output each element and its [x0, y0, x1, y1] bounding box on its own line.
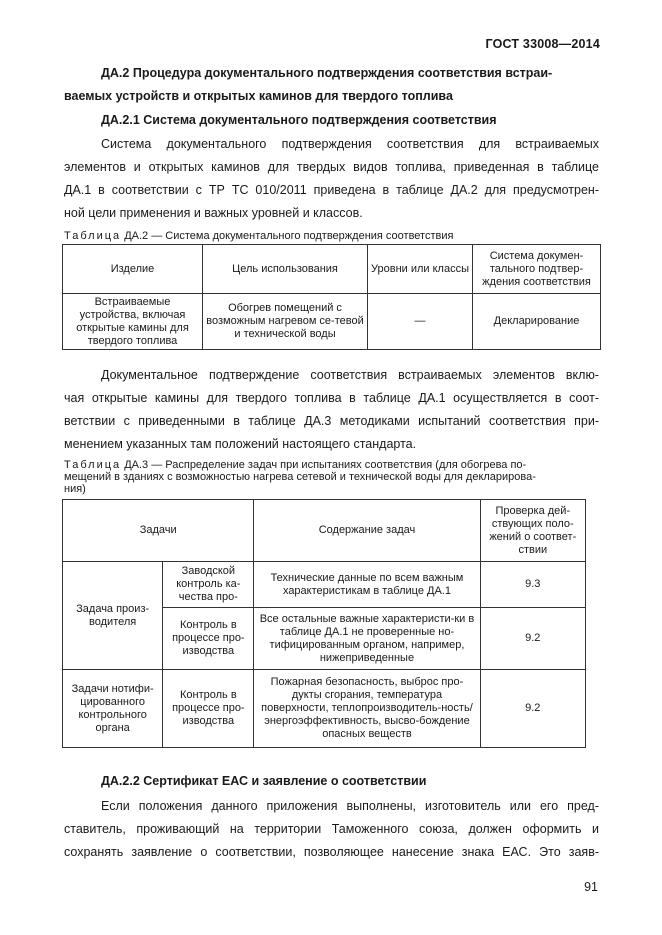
table3-content: Технические данные по всем важным характеристикам в таблице ДА.1: [254, 562, 480, 608]
table3-caption-line2: мещений в зданиях с возможностью нагрева сетевой и технической воды для декларирова-: [64, 471, 536, 483]
table3-header-content: Содержание задач: [254, 500, 480, 562]
table3-caption: [64, 459, 599, 495]
para-line: сохранять заявление о соответствии, позволяющее нанесение знака ЕАС. Это заяв-: [64, 845, 599, 859]
para-line: Документальное подтверждение соответствия встраиваемых элементов вклю-: [101, 368, 599, 382]
table2-cell-purpose: Обогрев помещений с возможным нагревом се-тевой и технической воды: [203, 294, 368, 350]
table-da2: [62, 244, 601, 350]
para-line: менением указанных там положений настоящего стандарта.: [64, 437, 417, 451]
section-da21-paragraph: [64, 133, 599, 225]
para-line: ветствии с приведенными в таблице ДА.3 методиками испытаний соответствия при-: [64, 414, 599, 428]
table3-header-clause: Проверка дей-ствующих поло-жений о соответ-ствии: [480, 500, 585, 562]
table2-cell-product: Встраиваемые устройства, включая открытые камины для твердого топлива: [63, 294, 203, 350]
table3-header-tasks: Задачи: [63, 500, 254, 562]
table2-header-levels: Уровни или классы: [368, 245, 473, 294]
table3-group-notified-body: Задачи нотифи-цированного контрольного органа: [63, 670, 163, 748]
table3-content: Пожарная безопасность, выброс про-дукты сгорания, температура поверхности, теплопроизводитель-ность/энергоэффективность, высво-бождение опасных веществ: [254, 670, 480, 748]
para-line: ставитель, проживающий на территории Таможенного союза, должен оформить и: [64, 822, 599, 836]
section-da21-title: ДА.2.1 Система документального подтверждения соответствия: [101, 113, 497, 127]
para-line: элементов и открытых каминов для твердых видов топлива, приведенная в таблице: [64, 160, 599, 174]
para-line: Если положения данного приложения выполнены, изготовитель или его пред-: [101, 799, 599, 813]
table3-group-manufacturer: Задача произ-водителя: [63, 562, 163, 670]
para-line: ДА.1 в соответствии с ТР ТС 010/2011 приведена в таблице ДА.2 для предусмотрен-: [64, 183, 599, 197]
table3-clause: 9.2: [480, 608, 585, 670]
table-da3: [62, 499, 586, 748]
table2-cell-levels: —: [368, 294, 473, 350]
table2-caption-text: ДА.2 — Система документального подтверждения соответствия: [121, 230, 454, 242]
section-da2-title-line2: ваемых устройств и открытых каминов для твердого топлива: [64, 89, 453, 103]
para-line: ной цели применения и важных уровней и классов.: [64, 206, 363, 220]
table3-caption-line3: ния): [64, 483, 86, 495]
para-line: чая открытые камины для твердого топлива в таблице ДА.1 осуществляется в соот-: [64, 391, 599, 405]
table3-sub-task: Контроль в процессе про-изводства: [163, 670, 254, 748]
standard-header: ГОСТ 33008—2014: [485, 37, 600, 51]
table3-sub-task: Заводской контроль ка-чества про-: [163, 562, 254, 608]
paragraph-2: [64, 364, 599, 456]
section-da2-title-line1: ДА.2 Процедура документального подтверждения соответствия встраи-: [101, 66, 553, 80]
table3-caption-line1: ДА.3 — Распределение задач при испытаниях соответствия (для обогрева по-: [121, 459, 527, 471]
section-da22-paragraph: [64, 795, 599, 864]
section-da2-title: [64, 62, 599, 85]
table2-caption: [64, 230, 599, 242]
table3-sub-task: Контроль в процессе про-изводства: [163, 608, 254, 670]
table3-clause: 9.2: [480, 670, 585, 748]
table3-caption-prefix: Таблица: [64, 459, 122, 471]
table2-header-purpose: Цель использования: [203, 245, 368, 294]
table2-header-product: Изделие: [63, 245, 203, 294]
table2-caption-prefix: Таблица: [64, 230, 122, 242]
table3-content: Все остальные важные характеристи-ки в таблице ДА.1 не проверенные но-тифицированным органом, например, нижеприведенные: [254, 608, 480, 670]
table3-clause: 9.3: [480, 562, 585, 608]
table2-header-system: Система докумен-тального подтвер-ждения соответствия: [473, 245, 601, 294]
table2-cell-system: Декларирование: [473, 294, 601, 350]
page-number: 91: [584, 880, 598, 894]
para-line: Система документального подтверждения соответствия для встраиваемых: [101, 137, 599, 151]
section-da22-title: ДА.2.2 Сертификат ЕАС и заявление о соответствии: [101, 774, 427, 788]
